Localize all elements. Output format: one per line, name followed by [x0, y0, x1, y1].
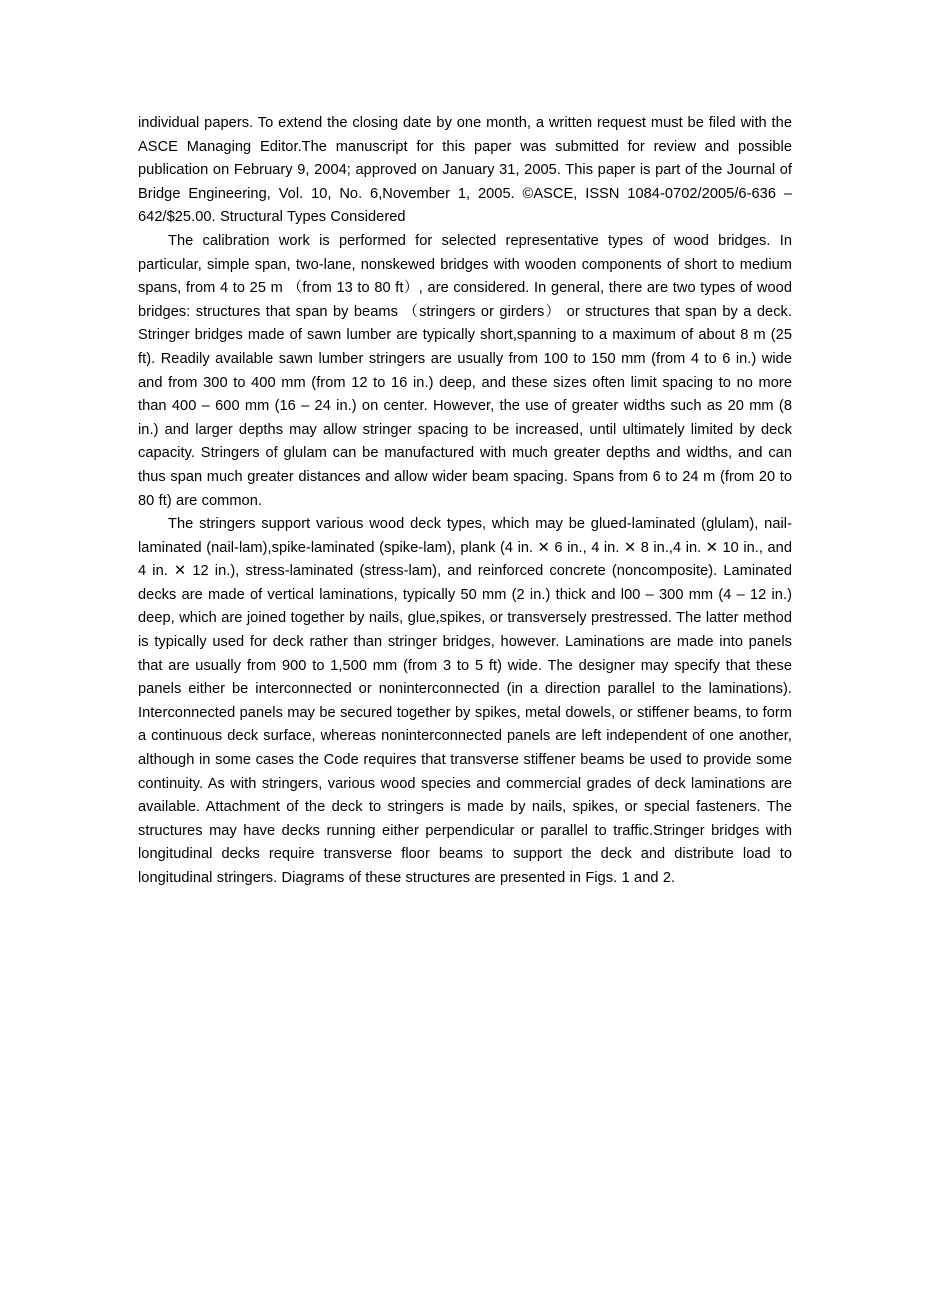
paragraph-structural-types: The calibration work is performed for selected representative types of wood bridges. In particular, simple span, two-lane, nonskewed bridges with wooden components of short to medium spans, from 4 to 25 m （from 13 to 80 ft）, are considered. In general, there are two types of wood bridges: structures that span by beams （stringers or girders） or structures that span by a deck. Stringer bridges made of sawn lumber are typically short,spanning to a maximum of about 8 m (25 ft). Readily available sawn lumber stringers are usually from 100 to 150 mm (from 4 to 6 in.) wide and from 300 to 400 mm (from 12 to 16 in.) deep, and these sizes often limit spacing to no more than 400 – 600 mm (16 – 24 in.) on center. However, the use of greater widths such as 20 mm (8 in.) and larger depths may allow stringer spacing to be increased, until ultimately limited by deck capacity. Stringers of glulam can be manufactured with much greater depths and widths, and can thus span much greater distances and allow wider beam spacing. Spans from 6 to 24 m (from 20 to 80 ft) are common.	[138, 232, 792, 509]
paragraph-deck-types: The stringers support various wood deck types, which may be glued-laminated (glulam), nail-laminated (nail-lam),spike-laminated (spike-lam), plank (4 in. ✕ 6 in., 4 in. ✕ 8 in.,4 in. ✕ 10 in., and 4 in. ✕ 12 in.), stress-laminated (stress-lam), and reinforced concrete (noncomposite). Laminated decks are made of vertical laminations, typically 50 mm (2 in.) thick and l00 – 300 mm (4 – 12 in.) deep, which are joined together by nails, glue,spikes, or transversely prestressed. The latter method is typically used for deck rather than stringer bridges, however. Laminations are made into panels that are usually from 900 to 1,500 mm (from 3 to 5 ft) wide. The designer may specify that these panels either be interconnected or noninterconnected (in a direction parallel to the laminations). Interconnected panels may be secured together by spikes, metal dowels, or stiffener beams, to form a continuous deck surface, whereas noninterconnected panels are left independent of one another, although in some cases the Code requires that transverse stiffener beams be used to provide some continuity. As with stringers, various wood species and commercial grades of deck laminations are available. Attachment of the deck to stringers is made by nails, spikes, or special fasteners. The structures may have decks running either perpendicular or parallel to traffic.Stringer bridges with longitudinal decks require transverse floor beams to support the deck and distribute load to longitudinal stringers. Diagrams of these structures are presented in Figs. 1 and 2.	[138, 516, 792, 886]
paragraph-masthead: individual papers. To extend the closing date by one month, a written request must be filed with the ASCE Managing Editor.The manuscript for this paper was submitted for review and possible publication on February 9, 2004; approved on January 31, 2005. This paper is part of the Journal of Bridge Engineering, Vol. 10, No. 6,November 1, 2005. ©ASCE, ISSN 1084-0702/2005/6-636 – 642/$25.00. Structural Types Considered	[138, 115, 792, 226]
document-body	[138, 112, 792, 891]
